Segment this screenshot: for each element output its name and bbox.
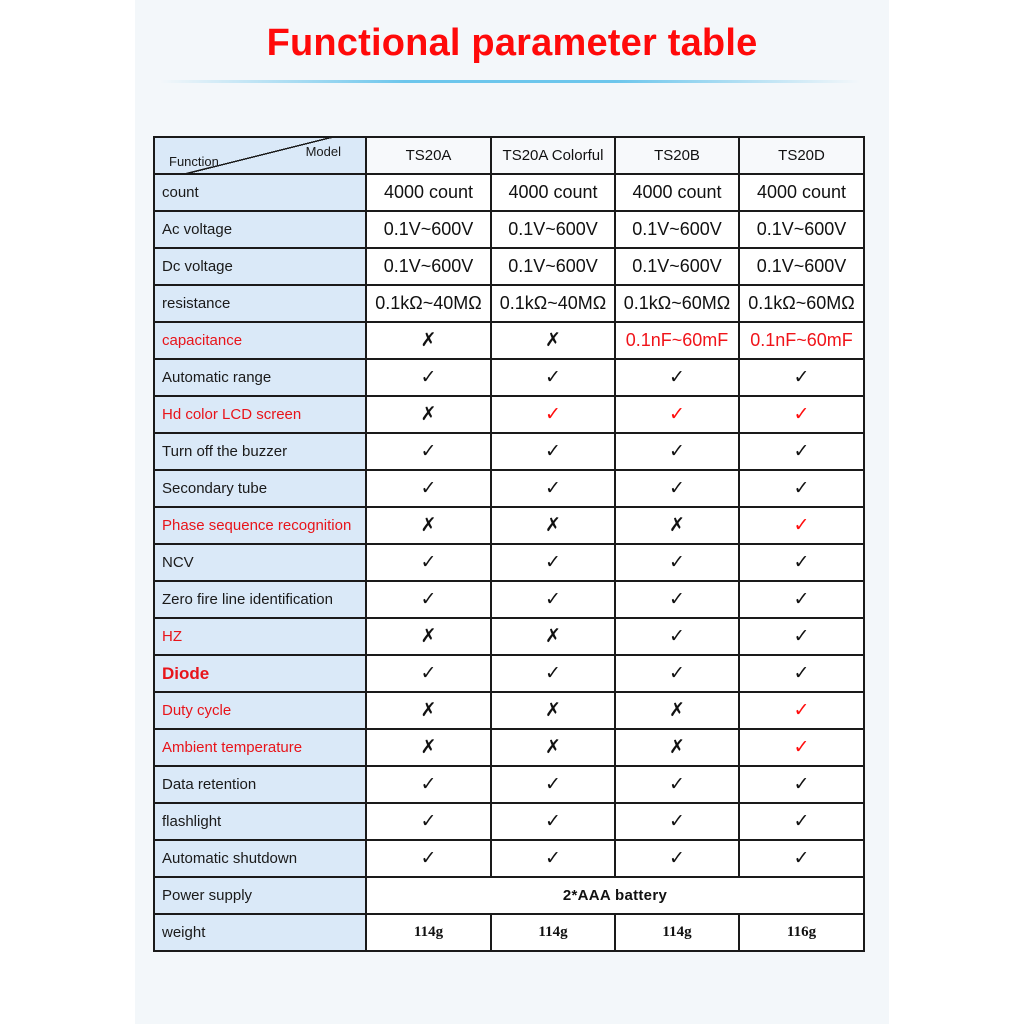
check-mark-icon: ✓ [739, 803, 864, 840]
weight-value: 116g [739, 914, 864, 951]
table-row [154, 359, 864, 396]
check-mark-icon: ✓ [366, 655, 491, 692]
function-label: Secondary tube [154, 470, 366, 507]
power-supply-value: 2*AAA battery [366, 877, 864, 914]
check-mark-icon: ✓ [615, 766, 739, 803]
spec-value: 0.1V~600V [366, 248, 491, 285]
function-label: Duty cycle [154, 692, 366, 729]
spec-value: 0.1kΩ~40MΩ [366, 285, 491, 322]
check-mark-icon: ✓ [615, 396, 739, 433]
function-label: resistance [154, 285, 366, 322]
spec-value: 0.1kΩ~60MΩ [739, 285, 864, 322]
cross-mark-icon: ✗ [366, 729, 491, 766]
check-mark-icon: ✓ [491, 433, 615, 470]
table-row [154, 396, 864, 433]
spec-value: 4000 count [615, 174, 739, 211]
check-mark-icon: ✓ [366, 803, 491, 840]
spec-value: 0.1kΩ~40MΩ [491, 285, 615, 322]
check-mark-icon: ✓ [615, 655, 739, 692]
page-title: Functional parameter table [266, 22, 758, 64]
table-row [154, 470, 864, 507]
function-label: Automatic shutdown [154, 840, 366, 877]
table-row [154, 433, 864, 470]
check-mark-icon: ✓ [615, 544, 739, 581]
spec-value: 0.1V~600V [615, 248, 739, 285]
function-label: Turn off the buzzer [154, 433, 366, 470]
spec-value: 4000 count [366, 174, 491, 211]
spec-value: 0.1kΩ~60MΩ [615, 285, 739, 322]
check-mark-icon: ✓ [739, 581, 864, 618]
cross-mark-icon: ✗ [615, 729, 739, 766]
table-row [154, 211, 864, 248]
table-row [154, 248, 864, 285]
table-row [154, 285, 864, 322]
spec-value: 0.1V~600V [491, 248, 615, 285]
check-mark-icon: ✓ [491, 803, 615, 840]
model-header-ts20b: TS20B [615, 137, 739, 174]
check-mark-icon: ✓ [739, 766, 864, 803]
table-row [154, 729, 864, 766]
header-row [154, 137, 864, 174]
parameter-table-body [154, 137, 864, 951]
check-mark-icon: ✓ [739, 470, 864, 507]
cross-mark-icon: ✗ [615, 692, 739, 729]
spec-value: 0.1V~600V [491, 211, 615, 248]
check-mark-icon: ✓ [739, 544, 864, 581]
spec-value: 0.1nF~60mF [615, 322, 739, 359]
table-row [154, 322, 864, 359]
function-label: Dc voltage [154, 248, 366, 285]
weight-value: 114g [491, 914, 615, 951]
check-mark-icon: ✓ [739, 655, 864, 692]
cross-mark-icon: ✗ [366, 507, 491, 544]
function-label: Diode [154, 655, 366, 692]
check-mark-icon: ✓ [491, 470, 615, 507]
spec-value: 4000 count [739, 174, 864, 211]
table-row [154, 507, 864, 544]
table-row [154, 655, 864, 692]
check-mark-icon: ✓ [491, 655, 615, 692]
check-mark-icon: ✓ [366, 766, 491, 803]
model-header-ts20a: TS20A [366, 137, 491, 174]
weight-value: 114g [366, 914, 491, 951]
function-label: Power supply [154, 877, 366, 914]
table-row [154, 618, 864, 655]
function-label: Automatic range [154, 359, 366, 396]
title-underline [160, 80, 860, 83]
model-function-corner-cell [154, 137, 366, 174]
weight-value: 114g [615, 914, 739, 951]
check-mark-icon: ✓ [491, 766, 615, 803]
check-mark-icon: ✓ [615, 433, 739, 470]
table-row [154, 544, 864, 581]
check-mark-icon: ✓ [491, 581, 615, 618]
function-label: Data retention [154, 766, 366, 803]
function-label: Ac voltage [154, 211, 366, 248]
spec-value: 0.1V~600V [615, 211, 739, 248]
weight-row [154, 914, 864, 951]
function-label: Hd color LCD screen [154, 396, 366, 433]
cross-mark-icon: ✗ [366, 322, 491, 359]
check-mark-icon: ✓ [615, 359, 739, 396]
check-mark-icon: ✓ [615, 840, 739, 877]
function-label: capacitance [154, 322, 366, 359]
power-supply-row [154, 877, 864, 914]
cross-mark-icon: ✗ [491, 729, 615, 766]
check-mark-icon: ✓ [366, 840, 491, 877]
check-mark-icon: ✓ [615, 618, 739, 655]
cross-mark-icon: ✗ [491, 618, 615, 655]
check-mark-icon: ✓ [366, 544, 491, 581]
check-mark-icon: ✓ [491, 544, 615, 581]
check-mark-icon: ✓ [491, 840, 615, 877]
parameter-table [153, 136, 865, 952]
check-mark-icon: ✓ [366, 470, 491, 507]
spec-value: 4000 count [491, 174, 615, 211]
function-label: Zero fire line identification [154, 581, 366, 618]
function-label: count [154, 174, 366, 211]
cross-mark-icon: ✗ [615, 507, 739, 544]
check-mark-icon: ✓ [739, 618, 864, 655]
check-mark-icon: ✓ [739, 433, 864, 470]
table-row [154, 840, 864, 877]
check-mark-icon: ✓ [739, 692, 864, 729]
model-corner-label: Model [305, 144, 341, 159]
function-corner-label: Function [169, 154, 219, 169]
function-label: weight [154, 914, 366, 951]
function-label: Ambient temperature [154, 729, 366, 766]
check-mark-icon: ✓ [615, 581, 739, 618]
cross-mark-icon: ✗ [491, 322, 615, 359]
check-mark-icon: ✓ [739, 840, 864, 877]
spec-value: 0.1V~600V [739, 248, 864, 285]
model-header-ts20a-colorful: TS20A Colorful [491, 137, 615, 174]
check-mark-icon: ✓ [615, 470, 739, 507]
cross-mark-icon: ✗ [366, 692, 491, 729]
check-mark-icon: ✓ [739, 729, 864, 766]
check-mark-icon: ✓ [739, 359, 864, 396]
table-row [154, 766, 864, 803]
check-mark-icon: ✓ [366, 433, 491, 470]
function-label: flashlight [154, 803, 366, 840]
function-label: HZ [154, 618, 366, 655]
table-row [154, 581, 864, 618]
table-row [154, 803, 864, 840]
cross-mark-icon: ✗ [491, 507, 615, 544]
check-mark-icon: ✓ [739, 396, 864, 433]
check-mark-icon: ✓ [491, 359, 615, 396]
table-row [154, 174, 864, 211]
model-header-ts20d: TS20D [739, 137, 864, 174]
check-mark-icon: ✓ [739, 507, 864, 544]
check-mark-icon: ✓ [491, 396, 615, 433]
spec-value: 0.1nF~60mF [739, 322, 864, 359]
check-mark-icon: ✓ [615, 803, 739, 840]
cross-mark-icon: ✗ [366, 396, 491, 433]
check-mark-icon: ✓ [366, 359, 491, 396]
spec-value: 0.1V~600V [366, 211, 491, 248]
cross-mark-icon: ✗ [491, 692, 615, 729]
function-label: Phase sequence recognition [154, 507, 366, 544]
cross-mark-icon: ✗ [366, 618, 491, 655]
table-row [154, 692, 864, 729]
spec-value: 0.1V~600V [739, 211, 864, 248]
check-mark-icon: ✓ [366, 581, 491, 618]
function-label: NCV [154, 544, 366, 581]
